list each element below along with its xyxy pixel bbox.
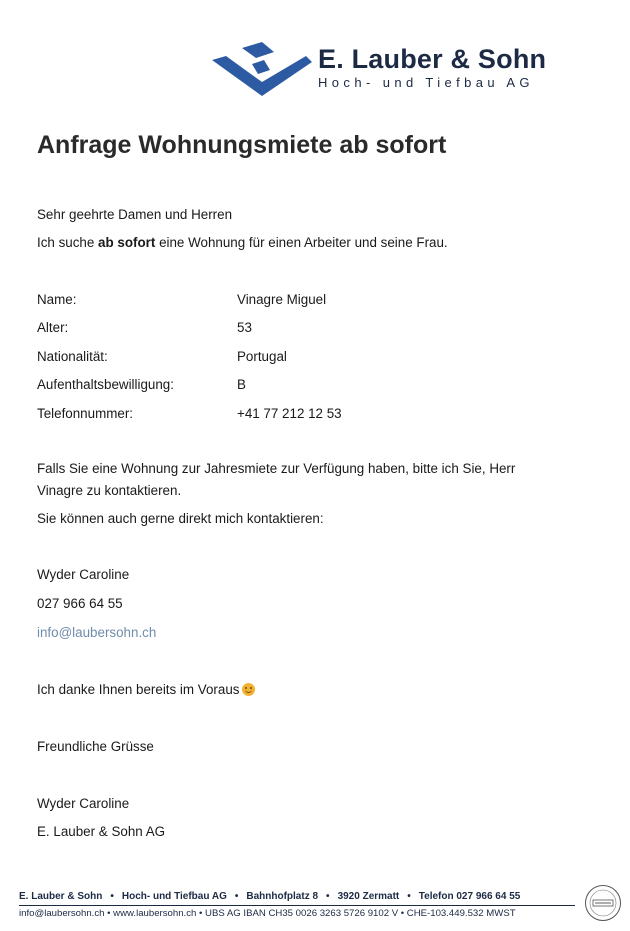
intro-before: Ich suche <box>37 235 99 250</box>
intro-text <box>37 235 448 250</box>
footer-city: 3920 Zermatt <box>337 891 400 902</box>
detail-value-phone: +41 77 212 12 53 <box>237 406 342 421</box>
greeting: Sehr geehrte Damen und Herren <box>37 207 233 222</box>
detail-value-permit: B <box>237 377 246 392</box>
footer-address: Bahnhofplatz 8 <box>246 891 319 902</box>
footer-separator: • <box>110 891 114 902</box>
paragraph-2: Sie können auch gerne direkt mich kontaktieren: <box>37 511 324 526</box>
paragraph-1-line-1: Falls Sie eine Wohnung zur Jahresmiete zur Verfügung haben, bitte ich Sie, Herr <box>37 461 516 476</box>
thanks-label: Ich danke Ihnen bereits im Voraus <box>37 682 240 697</box>
paragraph-1-line-2: Vinagre zu kontaktieren. <box>37 483 182 498</box>
footer-phone: Telefon 027 966 64 55 <box>418 891 521 902</box>
footer-separator: • <box>407 891 411 902</box>
footer-company: E. Lauber & Sohn <box>19 891 103 902</box>
detail-value-age: 53 <box>237 320 252 335</box>
thanks-text <box>37 682 255 697</box>
detail-value-name: Vinagre Miguel <box>237 292 327 307</box>
footer-divider <box>19 905 575 906</box>
intro-after: eine Wohnung für einen Arbeiter und seine Frau. <box>155 235 448 250</box>
detail-label-phone: Telefonnummer: <box>37 406 134 421</box>
detail-label-name: Name: <box>37 292 77 307</box>
contact-name: Wyder Caroline <box>37 567 130 582</box>
certification-seal-icon <box>584 884 622 922</box>
company-subtitle: Hoch- und Tiefbau AG <box>318 75 534 90</box>
footer-separator: • <box>234 891 239 902</box>
smiling-face-icon <box>242 683 255 696</box>
detail-label-age: Alter: <box>37 320 69 335</box>
page-title: Anfrage Wohnungsmiete ab sofort <box>37 131 447 159</box>
contact-email-link[interactable]: info@laubersohn.ch <box>37 625 157 640</box>
footer-line-1 <box>19 891 520 902</box>
signature-name: Wyder Caroline <box>37 796 130 811</box>
detail-value-nationality: Portugal <box>237 349 287 364</box>
footer-line-2: info@laubersohn.ch • www.laubersohn.ch • UBS AG IBAN CH35 0026 3263 5726 9102 V • CHE-103.449.532 MWST <box>19 908 516 919</box>
closing: Freundliche Grüsse <box>37 739 154 754</box>
detail-label-permit: Aufenthaltsbewilligung: <box>37 377 174 392</box>
company-name: E. Lauber & Sohn <box>318 44 547 74</box>
company-logo-icon <box>212 42 312 98</box>
detail-label-nationality: Nationalität: <box>37 349 108 364</box>
footer-separator: • <box>326 891 330 902</box>
intro-bold: ab sofort <box>98 235 156 250</box>
contact-phone: 027 966 64 55 <box>37 596 123 611</box>
footer-subtitle: Hoch- und Tiefbau AG <box>121 891 227 902</box>
signature-company: E. Lauber & Sohn AG <box>37 824 166 839</box>
